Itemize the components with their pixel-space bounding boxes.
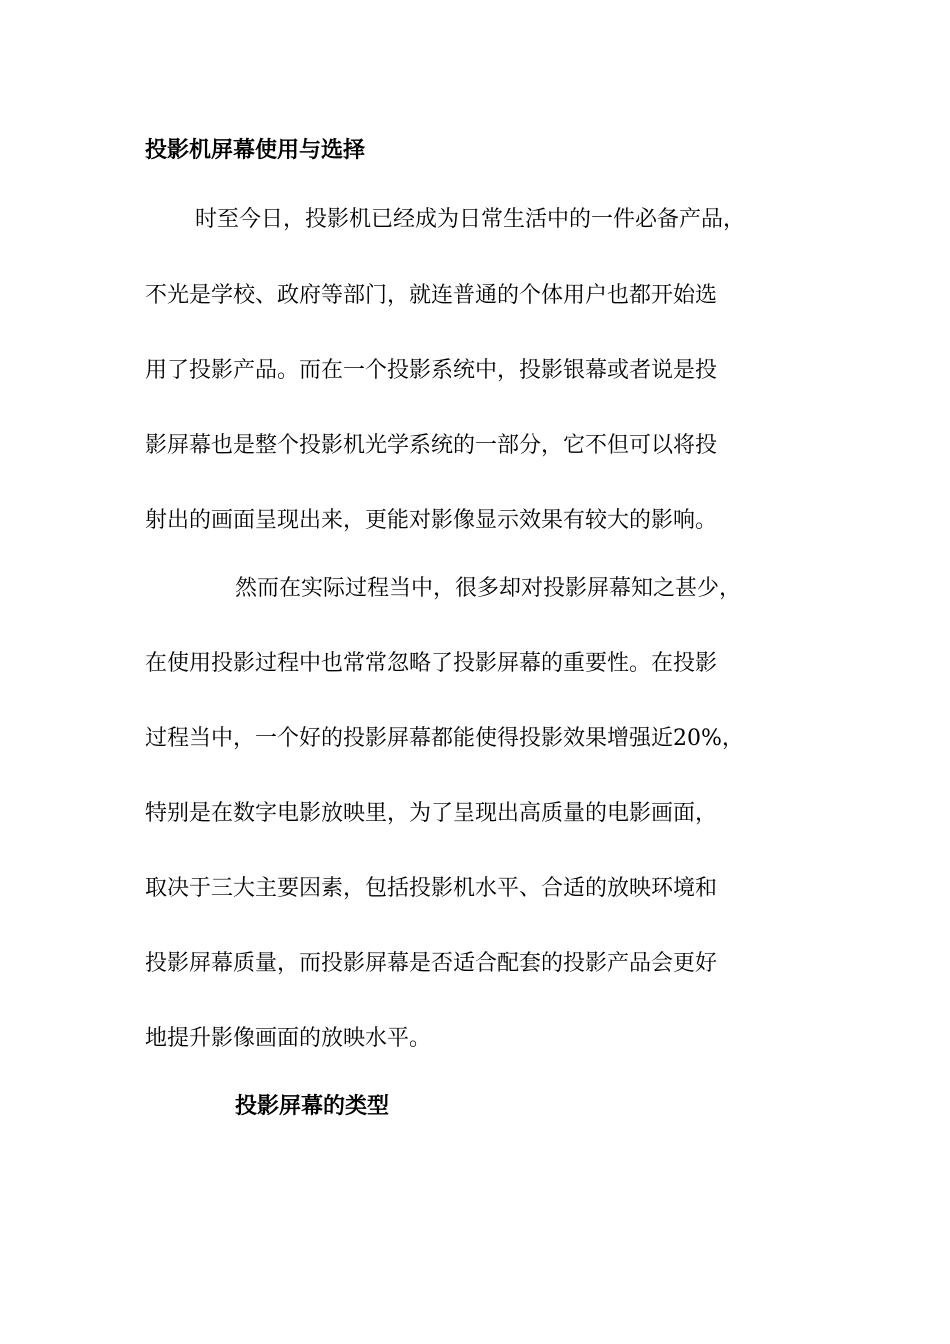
document-title: 投影机屏幕使用与选择 — [145, 138, 366, 163]
paragraph-1-line: 不光是学校、政府等部门，就连普通的个体用户也都开始选 — [145, 283, 718, 308]
paragraph-2-line: 地提升影像画面的放映水平。 — [145, 1026, 432, 1051]
paragraph-2-line: 在使用投影过程中也常常忽略了投影屏幕的重要性。在投影 — [145, 651, 718, 676]
paragraph-2-line: 然而在实际过程当中，很多却对投影屏幕知之甚少， — [235, 576, 742, 601]
paragraph-1-line: 射出的画面呈现出来，更能对影像显示效果有较大的影响。 — [145, 508, 718, 533]
paragraph-1-line: 影屏幕也是整个投影机光学系统的一部分，它不但可以将投 — [145, 433, 718, 458]
paragraph-2-line: 投影屏幕质量，而投影屏幕是否适合配套的投影产品会更好 — [145, 951, 718, 976]
paragraph-2-line: 过程当中，一个好的投影屏幕都能使得投影效果增强近20%， — [145, 726, 744, 751]
paragraph-1-line: 时至今日，投影机已经成为日常生活中的一件必备产品， — [195, 207, 746, 232]
section-heading: 投影屏幕的类型 — [235, 1094, 390, 1119]
paragraph-1-line: 用了投影产品。而在一个投影系统中，投影银幕或者说是投 — [145, 358, 718, 383]
paragraph-2-line: 取决于三大主要因素，包括投影机水平、合适的放映环境和 — [145, 876, 718, 901]
paragraph-2-line: 特别是在数字电影放映里，为了呈现出高质量的电影画面， — [145, 801, 718, 826]
